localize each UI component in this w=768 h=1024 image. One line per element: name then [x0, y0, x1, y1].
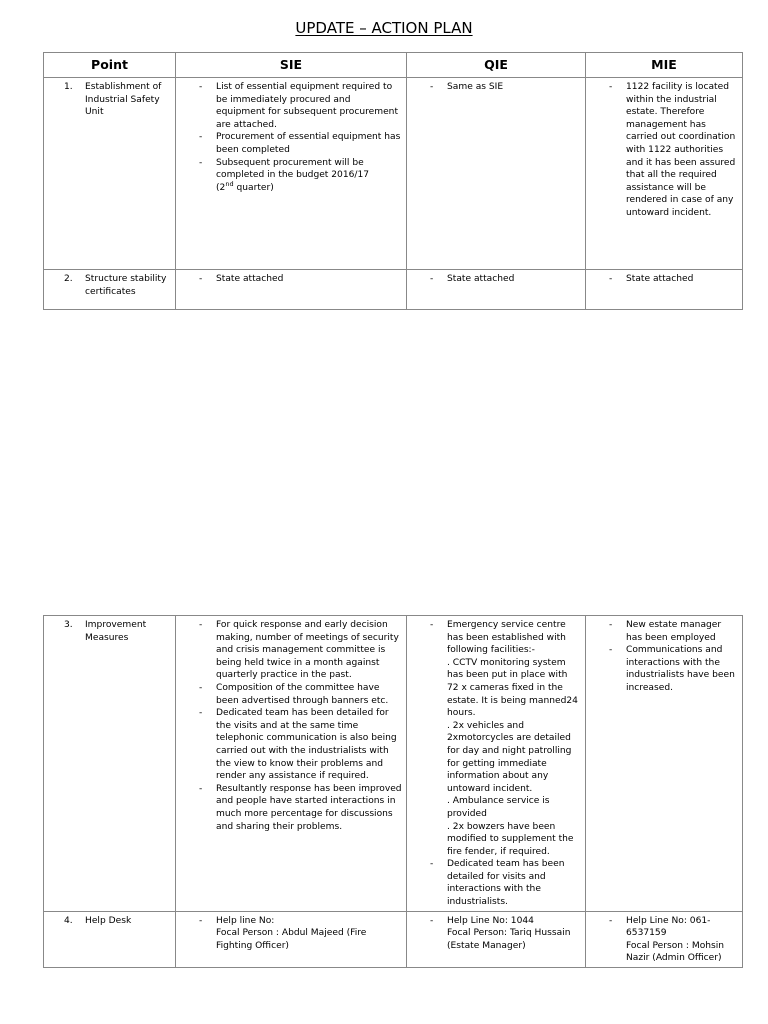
point-cell: [44, 616, 176, 912]
header-qie: QIE: [407, 53, 586, 78]
list-item: [199, 783, 402, 833]
list-item: [199, 157, 402, 195]
list-item-text: Dedicated team has been detailed for visits and interactions with the industrialists.: [447, 859, 565, 908]
list-item-text: Dedicated team has been detailed for the visits and at the same time telephonic communication is also being carried out with the industrialists with the view to know their problems and render any assistance if required.: [216, 708, 397, 782]
mie-cell: [586, 270, 743, 310]
focal-person: Focal Person: Tariq Hussain (Estate Manager): [447, 928, 571, 951]
list-item: [430, 619, 581, 858]
header-sie: SIE: [176, 53, 407, 78]
list-item-text: Same as SIE: [447, 82, 504, 92]
list-item-text: Composition of the committee have been advertised through banners etc.: [216, 682, 389, 706]
list-item-text: New estate manager has been employed: [626, 620, 722, 643]
list-item-text: Communications and interactions with the industrialists have been increased.: [626, 645, 735, 693]
list-item: [199, 915, 402, 953]
table-header-row: [44, 53, 743, 78]
sie-cell: [176, 78, 407, 270]
point-number: 2.: [64, 274, 73, 284]
list-item: [199, 707, 402, 783]
quarter-note: [216, 179, 402, 195]
list-item-text: Resultantly response has been improved and people have started interactions in much more percentage for discussions and sharing their problems.: [216, 783, 402, 832]
quarter-note-pre: (2: [216, 182, 226, 193]
point-number: 3.: [64, 620, 73, 630]
list-item-text: 1122 facility is located within the industrial estate. Therefore management has carried out coordination with 1122 authorities and it has been assured that all the required assistance will be rendered in case of any untoward incident.: [626, 82, 736, 218]
list-item: [430, 915, 581, 953]
sub-item: . 2x bowzers have been modified to supplement the fire fender, if required.: [447, 821, 574, 857]
sub-item: . Ambulance service is provided: [447, 796, 550, 819]
list-item-text: State attached: [626, 274, 694, 284]
table-row: [44, 616, 743, 912]
mie-cell: [586, 911, 743, 967]
header-mie: MIE: [586, 53, 743, 78]
table-row: [44, 270, 743, 310]
list-item-text: State attached: [216, 274, 284, 284]
table-row: [44, 911, 743, 967]
list-item: [609, 81, 738, 220]
list-item-text: List of essential equipment required to be immediately procured and equipment for subsequent procurement are attached.: [216, 82, 399, 130]
qie-cell: [407, 911, 586, 967]
list-item: [199, 273, 402, 286]
table-row: [44, 78, 743, 270]
sie-cell: [176, 270, 407, 310]
list-item: [199, 81, 402, 131]
point-cell: [44, 78, 176, 270]
help-line: - Help Line No: 1044: [447, 915, 534, 926]
list-item-text: For quick response and early decision making, number of meetings of security and crisis management committee is being held twice in a month against quarterly practice in the past.: [216, 620, 399, 681]
help-line: - Help line No:: [216, 915, 275, 926]
focal-person: Focal Person : Mohsin Nazir (Admin Officer): [626, 940, 725, 964]
sie-cell: [176, 616, 407, 912]
point-label: Help Desk: [85, 915, 132, 926]
mie-cell: [586, 78, 743, 270]
qie-cell: [407, 270, 586, 310]
qie-cell: [407, 78, 586, 270]
header-point: Point: [44, 53, 176, 78]
list-item: [199, 131, 402, 156]
list-item-text: State attached: [447, 274, 515, 284]
point-cell: [44, 911, 176, 967]
qie-cell: [407, 616, 586, 912]
sub-item: . 2x vehicles and 2xmotorcycles are detailed for day and night patrolling for getting immediate information about any untoward incident.: [447, 720, 572, 794]
action-plan-table: [43, 52, 743, 310]
point-number: 4.: [64, 915, 73, 926]
list-item: [609, 619, 738, 644]
page-title: UPDATE – ACTION PLAN: [295, 19, 473, 37]
action-plan-table-continued: [43, 615, 743, 968]
list-item: [199, 682, 402, 707]
point-label: Improvement Measures: [85, 620, 147, 643]
list-item-text: Emergency service centre has been established with following facilities:-: [447, 620, 566, 656]
list-item: [609, 644, 738, 694]
help-line: - Help Line No: 061-6537159: [626, 915, 711, 939]
quarter-note-sup: nd: [225, 179, 234, 188]
quarter-note-post: quarter): [233, 182, 274, 193]
list-item: [609, 915, 738, 965]
list-item: [430, 858, 581, 908]
list-item: [609, 273, 738, 286]
list-item-text: Procurement of essential equipment has been completed: [216, 132, 401, 155]
point-label: Structure stability certificates: [85, 274, 167, 297]
point-number: 1.: [64, 82, 73, 92]
point-label: Establishment of Industrial Safety Unit: [85, 82, 162, 118]
sie-cell: [176, 911, 407, 967]
mie-cell: [586, 616, 743, 912]
sub-item: . CCTV monitoring system has been put in place with 72 x cameras fixed in the estate. It is being manned24 hours.: [447, 657, 578, 719]
list-item: [430, 81, 581, 94]
list-item-text: Subsequent procurement will be completed in the budget 2016/17: [216, 157, 370, 181]
list-item: [430, 273, 581, 286]
list-item: [199, 619, 402, 682]
point-cell: [44, 270, 176, 310]
focal-person: Focal Person : Abdul Majeed (Fire Fighting Officer): [216, 928, 367, 951]
